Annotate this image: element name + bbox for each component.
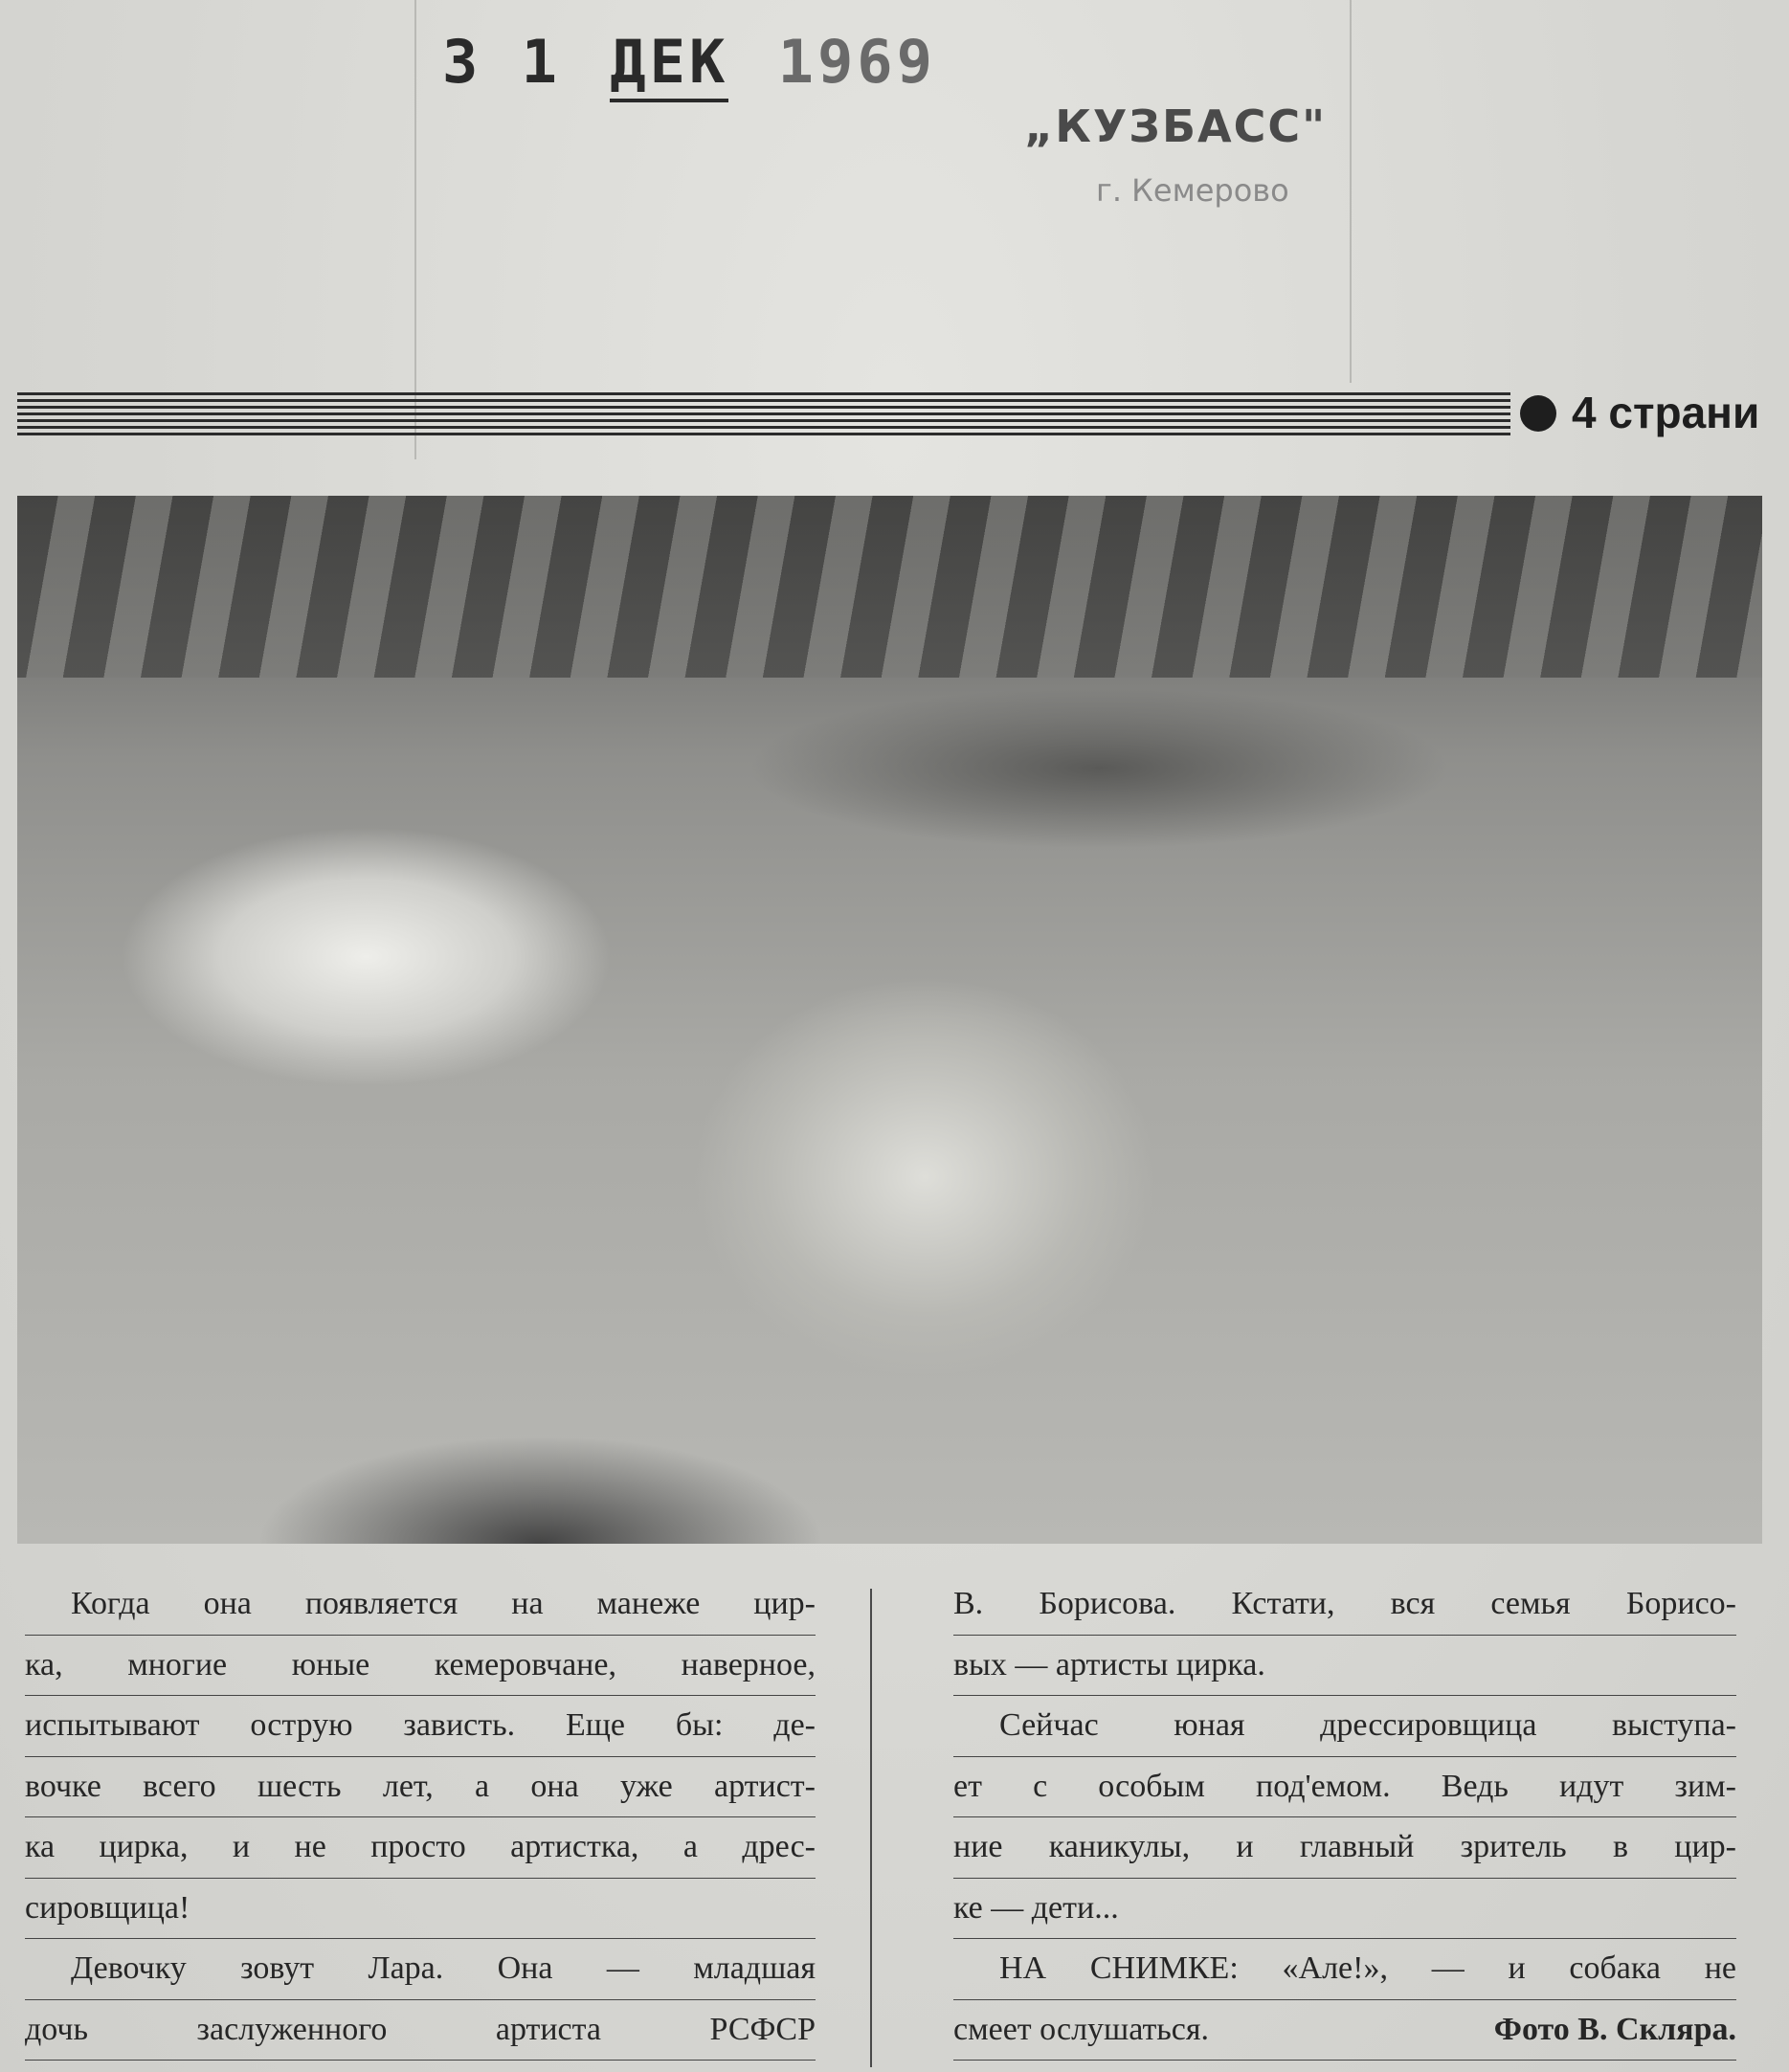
city-stamp: г. Кемерово <box>1096 172 1289 209</box>
article-line: испытывают острую зависть. Еще бы: де- <box>25 1696 816 1757</box>
caption-text: смеет ослушаться. <box>953 2011 1210 2047</box>
article-line: ка, многие юные кемеровчане, наверное, <box>25 1636 816 1697</box>
stamp-day: 3 1 <box>442 27 561 97</box>
fold-line <box>1350 0 1352 383</box>
article-column-2 <box>953 1574 1736 2061</box>
stamp-year: 1969 <box>777 27 936 97</box>
article-line: ние каникулы, и главный зритель в цир- <box>953 1817 1736 1879</box>
article-line: ке — дети... <box>953 1879 1736 1940</box>
article-photo <box>17 496 1762 1544</box>
page-marker-text: 4 страни <box>1572 388 1760 437</box>
article-line: Сейчас юная дрессировщица выступа- <box>953 1696 1736 1757</box>
article-line: дочь заслуженного артиста РСФСР <box>25 2000 816 2061</box>
stamp-month: ДЕК <box>610 27 728 102</box>
photo-caption: НА СНИМКЕ: «Але!», — и собака не <box>953 1939 1736 2000</box>
photo-caption-end <box>953 2000 1736 2061</box>
article-line: ет с особым под'емом. Ведь идут зим- <box>953 1757 1736 1818</box>
article-line: сировщица! <box>25 1879 816 1940</box>
article-line: Когда она появляется на манеже цир- <box>25 1574 816 1636</box>
header-rule <box>17 392 1510 438</box>
fold-line <box>414 0 416 459</box>
newspaper-name-stamp: „КУЗБАСС" <box>1024 100 1328 152</box>
article-line: В. Борисова. Кстати, вся семья Борисо- <box>953 1574 1736 1636</box>
article-line: вочке всего шесть лет, а она уже артист- <box>25 1757 816 1818</box>
article-line: ка цирка, и не просто артистка, а дрес- <box>25 1817 816 1879</box>
page-marker <box>1520 387 1759 438</box>
date-stamp <box>442 27 936 97</box>
photo-background-stripes <box>17 496 1762 678</box>
bullet-icon <box>1520 395 1556 432</box>
article-line: Девочку зовут Лара. Она — младшая <box>25 1939 816 2000</box>
article-line: вых — артисты цирка. <box>953 1636 1736 1697</box>
photo-credit: Фото В. Скляра. <box>1493 2011 1736 2047</box>
column-divider <box>870 1589 872 2067</box>
article-column-1 <box>25 1574 816 2061</box>
